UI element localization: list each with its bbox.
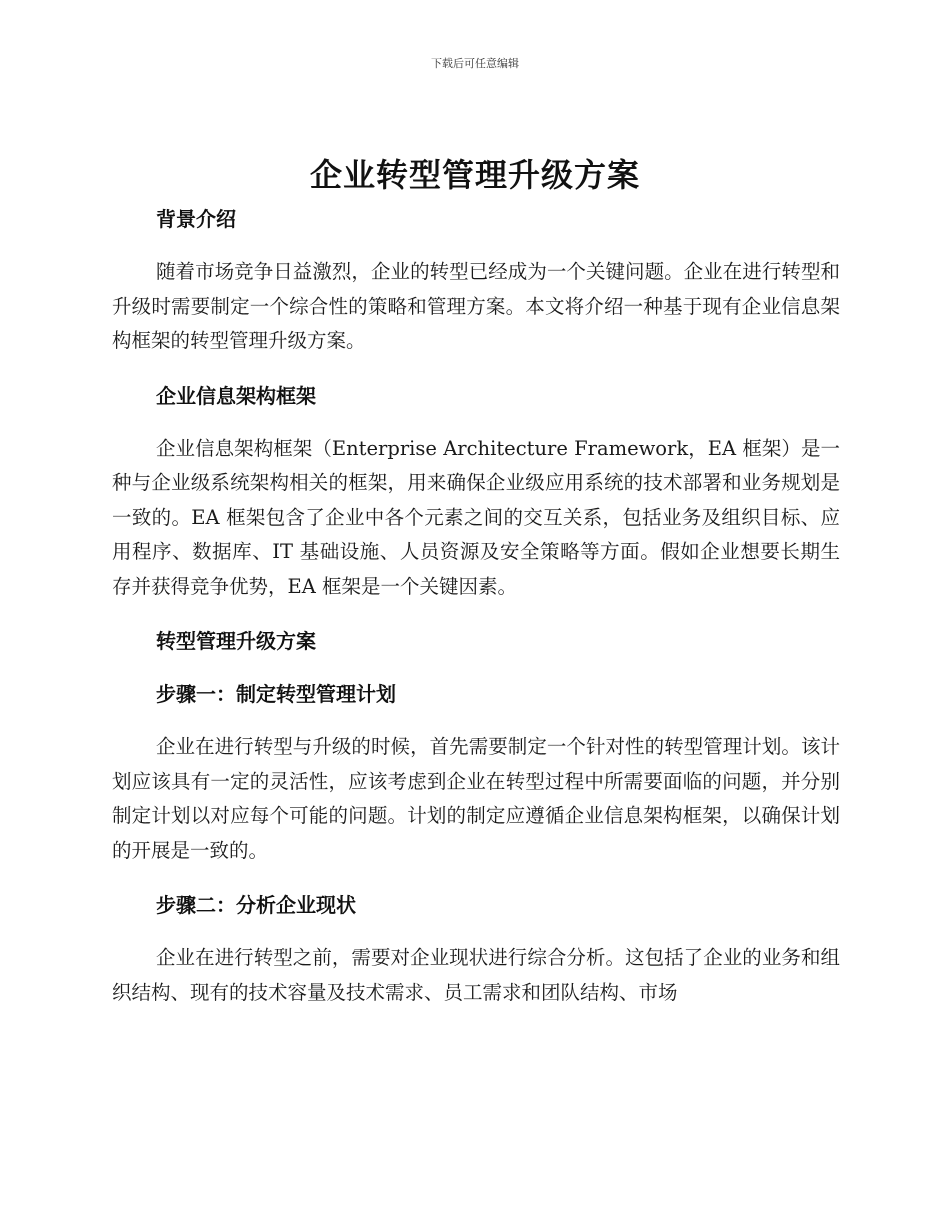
section-heading-step-one: 步骤一：制定转型管理计划 [156,682,396,706]
section-heading-step-two: 步骤二：分析企业现状 [156,893,356,917]
paragraph-background: 随着市场竞争日益激烈，企业的转型已经成为一个关键问题。企业在进行转型和升级时需要制定一个综合性的策略和管理方案。本文将介绍一种基于现有企业信息架构框架的转型管理升级方案。 [112,260,840,352]
paragraph-step-one: 企业在进行转型与升级的时候，首先需要制定一个针对性的转型管理计划。该计划应该具有一定的灵活性，应该考虑到企业在转型过程中所需要面临的问题，并分别制定计划以对应每个可能的问题。计划的制定应遵循企业信息架构框架，以确保计划的开展是一致的。 [112,735,840,862]
document-title: 企业转型管理升级方案 [309,156,640,194]
header-note: 下载后可任意编辑 [431,57,519,70]
section-heading-upgrade-plan: 转型管理升级方案 [156,629,316,653]
paragraph-step-two: 企业在进行转型之前，需要对企业现状进行综合分析。这包括了企业的业务和组织结构、现有的技术容量及技术需求、员工需求和团队结构、市场 [112,946,840,1004]
paragraph-ea-framework: 企业信息架构框架（Enterprise Architecture Framework，EA 框架）是一种与企业级系统架构相关的框架，用来确保企业级应用系统的技术部署和业务规划是一致的。EA 框架包含了企业中各个元素之间的交互关系，包括业务及组织目标、应用程序、数据库、IT 基础设施、人员资源及安全策略等方面。假如企业想要长期生存并获得竞争优势，EA 框架是一个关键因素。 [112,436,840,598]
document-body [112,202,840,1030]
section-heading-background: 背景介绍 [156,207,236,231]
section-heading-ea-framework: 企业信息架构框架 [156,383,316,408]
